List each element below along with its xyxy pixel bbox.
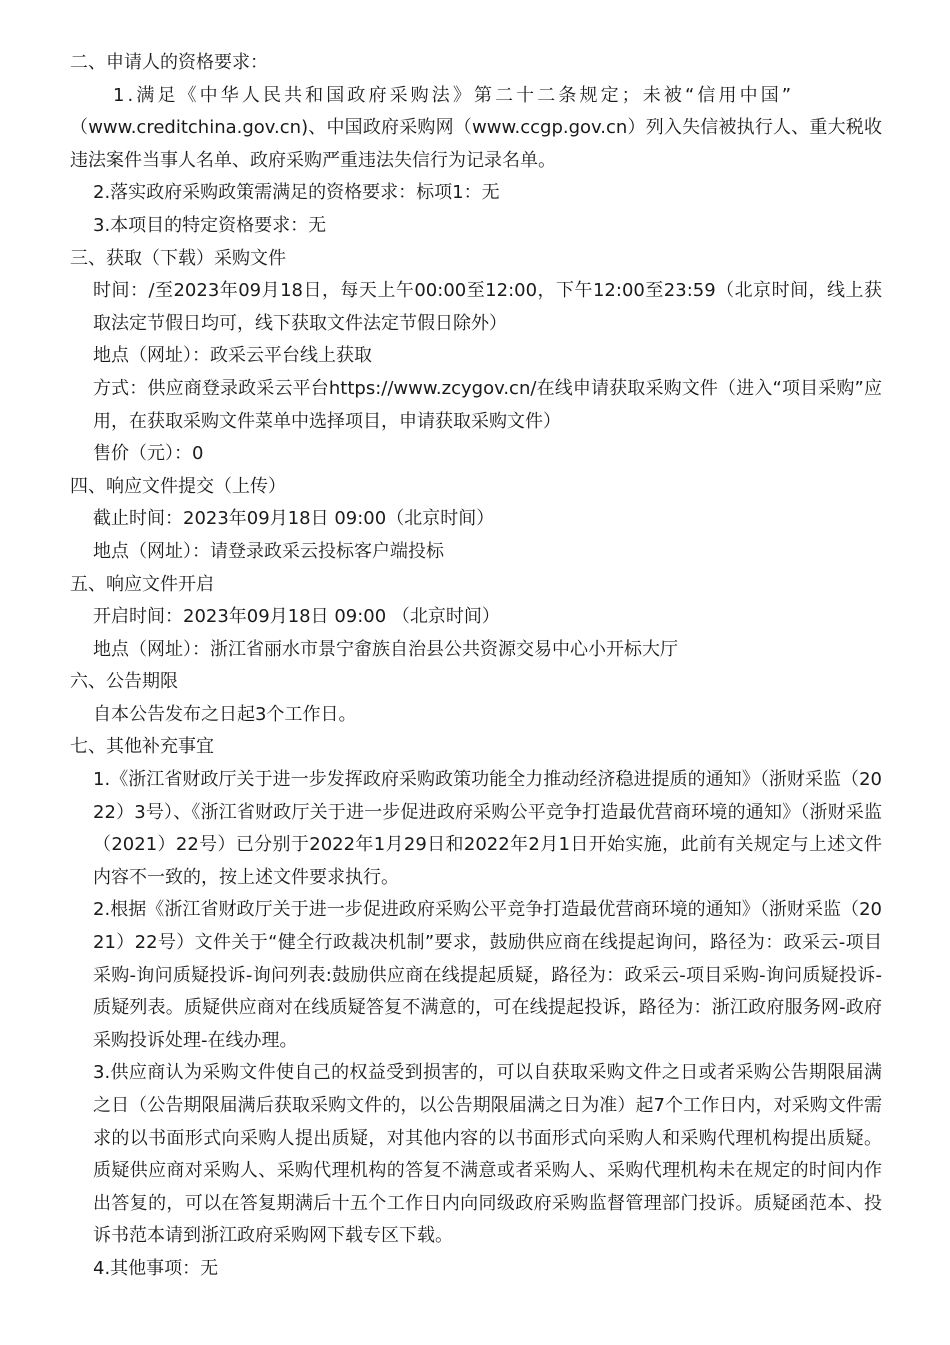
section-5-title: 五、响应文件开启 — [70, 573, 214, 595]
section-2-item-2: 2.落实政府采购政策需满足的资格要求：标项1：无 — [93, 182, 500, 204]
section-6-title: 六、公告期限 — [70, 671, 178, 693]
section-7-item-3: 3.供应商认为采购文件使自己的权益受到损害的，可以自获取采购文件之日或者采购公告期限届满之日（公告期限届满后获取采购文件的，以公告期限届满之日为准）起7个工作日内，对采购文件需求的以书面形式向采购人提出质疑，对其他内容的以书面形式向采购人和采购代理机构提出质疑。质疑供应商对采购人、采购代理机构的答复不满意或者采购人、采购代理机构未在规定的时间内作出答复的，可以在答复期满后十五个工作日内向同级政府采购监督管理部门投诉。质疑函范本、投诉书范本请到浙江政府采购网下载专区下载。 — [93, 1062, 882, 1247]
section-3-time: 时间：/至2023年09月18日，每天上午00:00至12:00，下午12:00至23:59（北京时间，线上获取法定节假日均可，线下获取文件法定节假日除外） — [93, 280, 882, 334]
section-6-text: 自本公告发布之日起3个工作日。 — [93, 703, 357, 725]
section-2-item-3: 3.本项目的特定资格要求：无 — [93, 214, 327, 236]
section-7-title: 七、其他补充事宜 — [70, 736, 214, 758]
section-7-item-4: 4.其他事项：无 — [93, 1257, 219, 1279]
section-4-place: 地点（网址）：请登录政采云投标客户端投标 — [93, 540, 444, 562]
section-5-place: 地点（网址）：浙江省丽水市景宁畲族自治县公共资源交易中心小开标大厅 — [93, 638, 678, 660]
section-3-price: 售价（元）：0 — [93, 443, 204, 465]
section-4-deadline: 截止时间：2023年09月18日 09:00（北京时间） — [93, 508, 495, 530]
section-4-title: 四、响应文件提交（上传） — [70, 475, 286, 497]
section-2-title: 二、申请人的资格要求： — [70, 52, 268, 73]
section-3-method: 方式：供应商登录政采云平台https://www.zcygov.cn/在线申请获取采购文件（进入“项目采购”应用，在获取采购文件菜单中选择项目，申请获取采购文件） — [93, 377, 882, 432]
section-2-item-1-rest: （www.creditchina.gov.cn)、中国政府采购网（www.ccgp.gov.cn）列入失信被执行人、重大税收违法案件当事人名单、政府采购严重违法失信行为记录名单。 — [70, 117, 882, 171]
section-2-item-1-first-line: 1.满足《中华人民共和国政府采购法》第二十二条规定；未被“信用中国” — [113, 84, 795, 106]
section-7-item-2: 2.根据《浙江省财政厅关于进一步促进政府采购公平竞争打造最优营商环境的通知》（浙财采监（2021）22号）文件关于“健全行政裁决机制”要求，鼓励供应商在线提起询问，路径为：政采云-项目采购-询问质疑投诉-询问列表:鼓励供应商在线提起质疑，路径为：政采云-项目采购-询问质疑投诉-质疑列表。质疑供应商对在线质疑答复不满意的，可在线提起投诉，路径为：浙江政府服务网-政府采购投诉处理-在线办理。 — [93, 899, 882, 1051]
section-7-item-1: 1.《浙江省财政厅关于进一步发挥政府采购政策功能全力推动经济稳进提质的通知》（浙财采监（2022）3号）、《浙江省财政厅关于进一步促进政府采购公平竞争打造最优营商环境的通知》（浙财采监（2021）22号）已分别于2022年1月29日和2022年2月1日开始实施，此前有关规定与上述文件内容不一致的，按上述文件要求执行。 — [93, 769, 882, 888]
section-3-place: 地点（网址）：政采云平台线上获取 — [93, 345, 372, 367]
announcement-body — [70, 47, 882, 1286]
section-5-open-time: 开启时间：2023年09月18日 09:00 （北京时间） — [93, 606, 500, 628]
section-3-title: 三、获取（下载）采购文件 — [70, 247, 286, 269]
